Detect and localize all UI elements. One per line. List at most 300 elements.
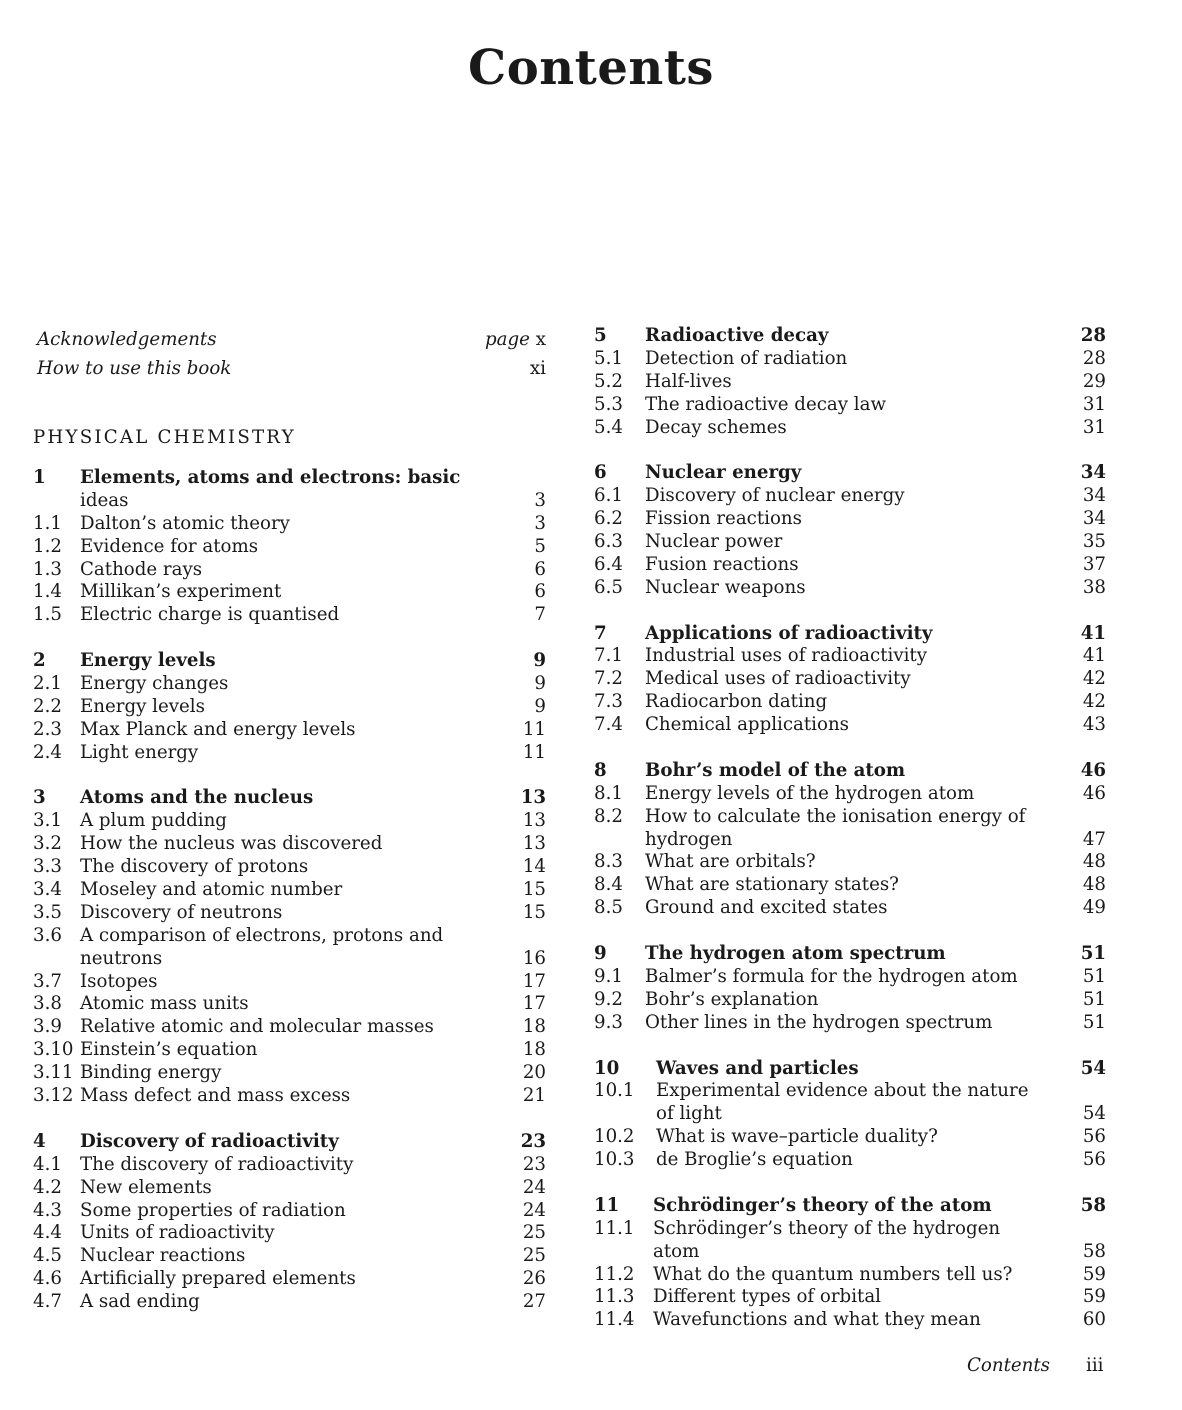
toc-title: Wavefunctions and what they mean [653, 1309, 981, 1331]
toc-page-number: 13 [520, 787, 546, 809]
toc-section-row[interactable] [594, 394, 1106, 417]
toc-title: Different types of orbital [653, 1286, 881, 1308]
toc-title: Schrödinger’s theory of the atom [653, 1194, 992, 1216]
toc-title: What is wave–particle duality? [656, 1126, 938, 1148]
toc-section-row[interactable] [33, 513, 546, 536]
toc-chapter-row[interactable] [33, 467, 546, 490]
toc-title: Applications of radioactivity [645, 622, 933, 644]
toc-number: 3.1 [33, 810, 62, 832]
toc-section-row[interactable] [33, 833, 546, 856]
toc-number: 11.2 [594, 1263, 635, 1285]
toc-number: 6.3 [594, 531, 623, 553]
toc-title: A sad ending [80, 1291, 200, 1313]
toc-title: Light energy [80, 741, 199, 763]
toc-section-row[interactable] [33, 696, 546, 719]
toc-title: Medical uses of radioactivity [645, 668, 911, 690]
toc-page-number: 38 [1082, 576, 1106, 598]
toc-number: 9 [594, 943, 607, 965]
toc-page-number: 46 [1082, 782, 1106, 804]
toc-chapter-row[interactable] [594, 325, 1106, 348]
toc-number: 3.9 [33, 1016, 62, 1038]
toc-section-row[interactable] [594, 1241, 1106, 1264]
toc-page-number: 11 [522, 741, 546, 763]
toc-page-number: 56 [1082, 1149, 1106, 1171]
toc-number: 3.6 [33, 924, 62, 946]
toc-number: 8.2 [594, 805, 623, 827]
toc-page-number: 41 [1080, 622, 1106, 644]
toc-section-row[interactable] [594, 1149, 1106, 1172]
toc-chapter-row[interactable] [594, 1058, 1106, 1081]
toc-chapter-row[interactable] [594, 760, 1106, 783]
toc-number: 7.1 [594, 645, 623, 667]
toc-number: 1.5 [33, 604, 62, 626]
toc-right-column [594, 325, 1106, 1332]
toc-section-row[interactable] [594, 829, 1106, 852]
toc-section-row[interactable] [33, 604, 546, 627]
toc-page-number: 9 [534, 673, 546, 695]
toc-title: Electric charge is quantised [80, 604, 340, 626]
toc-number: 7.4 [594, 714, 623, 736]
toc-number: 11.4 [594, 1309, 635, 1331]
spacer [33, 383, 546, 423]
toc-section-row[interactable] [33, 1268, 546, 1291]
toc-page-number: 23 [520, 1130, 546, 1152]
toc-section-row[interactable] [33, 559, 546, 582]
toc-title: Chemical applications [645, 714, 849, 736]
toc-number: 11.1 [594, 1217, 635, 1239]
toc-section-row[interactable] [33, 1154, 546, 1177]
front-matter-page: xi [529, 358, 546, 379]
toc-title: Binding energy [80, 1062, 222, 1084]
toc-number: 10 [594, 1057, 620, 1079]
toc-number: 3 [33, 787, 46, 809]
toc-title: Atoms and the nucleus [80, 787, 314, 809]
toc-section-row[interactable] [33, 1245, 546, 1268]
toc-section-row[interactable] [594, 531, 1106, 554]
toc-number: 2.3 [33, 718, 62, 740]
chapter-spacer [594, 600, 1106, 623]
toc-number: 3.8 [33, 993, 62, 1015]
toc-number: 3.2 [33, 833, 62, 855]
toc-page-number: 7 [534, 604, 546, 626]
toc-number: 7 [594, 622, 607, 644]
page-title: Contents [468, 40, 714, 96]
toc-number: 2.2 [33, 695, 62, 717]
toc-section-row[interactable] [33, 536, 546, 559]
toc-title: Discovery of neutrons [80, 901, 283, 923]
toc-number: 11.3 [594, 1286, 635, 1308]
toc-title: Fusion reactions [645, 553, 799, 575]
toc-page-number: 46 [1080, 759, 1106, 781]
toc-section-row[interactable] [594, 874, 1106, 897]
toc-number: 2.1 [33, 673, 62, 695]
toc-number: 7.2 [594, 668, 623, 690]
toc-page-number: 17 [522, 970, 546, 992]
toc-page-number: 24 [522, 1199, 546, 1221]
toc-number: 8.5 [594, 897, 623, 919]
toc-section-row[interactable] [594, 508, 1106, 531]
toc-number: 3.10 [33, 1039, 74, 1061]
toc-page-number: 54 [1082, 1103, 1106, 1125]
toc-page-number: 24 [522, 1176, 546, 1198]
toc-page-number: 27 [522, 1291, 546, 1313]
toc-page-number: 18 [522, 1016, 546, 1038]
toc-chapter-row[interactable] [594, 462, 1106, 485]
toc-page-number: 34 [1080, 462, 1106, 484]
toc-section-row[interactable] [33, 902, 546, 925]
toc-title: Cathode rays [80, 558, 203, 580]
toc-section-row[interactable] [594, 348, 1106, 371]
toc-title: Industrial uses of radioactivity [645, 645, 928, 667]
toc-page-number: 26 [522, 1268, 546, 1290]
toc-section-row[interactable] [33, 810, 546, 833]
toc-section-row[interactable] [33, 1085, 546, 1108]
toc-number: 6 [594, 462, 607, 484]
toc-title: The radioactive decay law [645, 393, 887, 415]
toc-title: A plum pudding [80, 810, 227, 832]
toc-page-number: 34 [1082, 485, 1106, 507]
toc-left-column [33, 325, 546, 1314]
toc-page-number: 41 [1082, 645, 1106, 667]
toc-page-number: 51 [1082, 965, 1106, 987]
toc-title: Decay schemes [645, 416, 787, 438]
toc-title: Half-lives [645, 370, 732, 392]
toc-title: What are orbitals? [645, 851, 816, 873]
toc-page-number: 47 [1082, 828, 1106, 850]
toc-title: Balmer’s formula for the hydrogen atom [645, 965, 1018, 987]
section-heading: PHYSICAL CHEMISTRY [33, 427, 296, 448]
toc-number: 6.5 [594, 576, 623, 598]
toc-page-number: 28 [1082, 347, 1106, 369]
toc-page-number: 51 [1082, 1011, 1106, 1033]
toc-section-row[interactable] [33, 1200, 546, 1223]
toc-page-number: 31 [1082, 416, 1106, 438]
toc-section-row[interactable] [33, 1291, 546, 1314]
toc-section-row[interactable] [594, 1309, 1106, 1332]
toc-page-number: 16 [522, 947, 546, 969]
chapter-spacer [33, 627, 546, 650]
toc-title: Bohr’s explanation [645, 988, 819, 1010]
toc-page-number: 48 [1082, 851, 1106, 873]
toc-list-right [594, 325, 1106, 1332]
toc-section-row[interactable] [33, 856, 546, 879]
toc-number: 5.2 [594, 370, 623, 392]
toc-section-row[interactable] [594, 1103, 1106, 1126]
toc-section-row[interactable] [594, 485, 1106, 508]
chapter-spacer [594, 737, 1106, 760]
toc-page-number: 58 [1082, 1240, 1106, 1262]
toc-number: 8.1 [594, 782, 623, 804]
chapter-spacer [594, 1172, 1106, 1195]
toc-section-row[interactable] [594, 1126, 1106, 1149]
toc-number: 3.3 [33, 856, 62, 878]
toc-title: Bohr’s model of the atom [645, 759, 906, 781]
toc-page-number: 17 [522, 993, 546, 1015]
toc-section-row[interactable] [594, 1012, 1106, 1035]
toc-title: What are stationary states? [645, 874, 899, 896]
toc-section-row[interactable] [594, 897, 1106, 920]
toc-number: 4.4 [33, 1222, 62, 1244]
front-matter-title: How to use this book [37, 358, 232, 379]
toc-title: Nuclear reactions [80, 1245, 246, 1267]
toc-page-number: 42 [1082, 691, 1106, 713]
toc-page-number: 25 [522, 1222, 546, 1244]
toc-title: Discovery of radioactivity [80, 1130, 339, 1152]
toc-section-row[interactable] [33, 1062, 546, 1085]
toc-title: hydrogen [645, 828, 733, 850]
toc-section-row[interactable] [33, 971, 546, 994]
toc-page-number: 20 [522, 1062, 546, 1084]
toc-page-number: 5 [534, 535, 546, 557]
toc-chapter-row[interactable] [33, 1131, 546, 1154]
toc-page-number: 15 [522, 901, 546, 923]
toc-title: Some properties of radiation [80, 1199, 346, 1221]
toc-number: 9.3 [594, 1011, 623, 1033]
toc-title: Other lines in the hydrogen spectrum [645, 1011, 993, 1033]
toc-title: The hydrogen atom spectrum [645, 943, 946, 965]
toc-page-number: 43 [1082, 714, 1106, 736]
toc-page-number: 59 [1082, 1263, 1106, 1285]
toc-number: 11 [594, 1194, 620, 1216]
toc-section-row[interactable] [594, 554, 1106, 577]
toc-section-row[interactable] [594, 966, 1106, 989]
toc-page-number: 13 [522, 833, 546, 855]
toc-title: How to calculate the ionisation energy of [645, 805, 1026, 827]
toc-page-number: 25 [522, 1245, 546, 1267]
toc-number: 6.4 [594, 553, 623, 575]
toc-number: 6.1 [594, 485, 623, 507]
toc-number: 2 [33, 650, 46, 672]
toc-title: de Broglie’s equation [656, 1149, 853, 1171]
toc-number: 2.4 [33, 741, 62, 763]
toc-title: Fission reactions [645, 508, 802, 530]
toc-title: Elements, atoms and electrons: basic [80, 467, 461, 488]
toc-number: 5.3 [594, 393, 623, 415]
toc-number: 5 [594, 325, 607, 346]
toc-section-row[interactable] [33, 948, 546, 971]
toc-number: 10.1 [594, 1080, 635, 1102]
toc-number: 1.1 [33, 512, 62, 534]
toc-title: Ground and excited states [645, 897, 888, 919]
toc-section-row[interactable] [594, 1080, 1106, 1103]
toc-title: Isotopes [80, 970, 158, 992]
toc-page-number: 60 [1082, 1309, 1106, 1331]
chapter-spacer [594, 439, 1106, 462]
toc-section-row[interactable] [594, 783, 1106, 806]
toc-page-number: 48 [1082, 874, 1106, 896]
toc-number: 4.7 [33, 1291, 62, 1313]
toc-section-row[interactable] [33, 719, 546, 742]
toc-title: Dalton’s atomic theory [80, 512, 290, 534]
toc-section-row[interactable] [594, 577, 1106, 600]
toc-title: Nuclear weapons [645, 576, 806, 598]
toc-number: 8.3 [594, 851, 623, 873]
toc-page-number: 34 [1082, 508, 1106, 530]
toc-page-number: 58 [1080, 1194, 1106, 1216]
toc-section-row[interactable] [594, 1286, 1106, 1309]
toc-section-row[interactable] [594, 851, 1106, 874]
toc-page-number: 23 [522, 1153, 546, 1175]
toc-page-number: 37 [1082, 553, 1106, 575]
toc-page-number: 28 [1080, 325, 1106, 346]
toc-title: What do the quantum numbers tell us? [653, 1263, 1013, 1285]
toc-title: Nuclear energy [645, 462, 802, 484]
toc-number: 3.12 [33, 1085, 74, 1107]
toc-number: 1.2 [33, 535, 62, 557]
toc-section-row[interactable] [33, 925, 546, 948]
toc-page-number: 13 [522, 810, 546, 832]
toc-page-number: 3 [534, 489, 546, 511]
spacer [33, 453, 546, 467]
toc-number: 5.4 [594, 416, 623, 438]
toc-title: The discovery of radioactivity [80, 1153, 354, 1175]
toc-number: 1.4 [33, 581, 62, 603]
toc-section-row[interactable] [33, 581, 546, 604]
toc-section-row[interactable] [594, 417, 1106, 440]
toc-page-number: 11 [522, 718, 546, 740]
toc-list-left [33, 467, 546, 1314]
toc-page-number: 14 [522, 856, 546, 878]
toc-section-row[interactable] [33, 1016, 546, 1039]
toc-title: Millikan’s experiment [80, 581, 282, 603]
toc-page-number: 9 [534, 695, 546, 717]
toc-title: of light [656, 1103, 722, 1125]
toc-page-number: 54 [1080, 1057, 1106, 1079]
toc-number: 4.1 [33, 1153, 62, 1175]
toc-page-number: 6 [534, 581, 546, 603]
toc-title: Moseley and atomic number [80, 879, 343, 901]
toc-page-number: 6 [534, 558, 546, 580]
toc-title: Experimental evidence about the nature [656, 1080, 1029, 1102]
toc-section-row[interactable] [33, 1177, 546, 1200]
toc-title: Energy levels of the hydrogen atom [645, 782, 975, 804]
toc-title: How the nucleus was discovered [80, 833, 383, 855]
front-matter-title: Acknowledgements [37, 329, 217, 350]
toc-page-number: 51 [1080, 943, 1106, 965]
toc-title: Atomic mass units [80, 993, 249, 1015]
toc-section-row[interactable] [33, 1222, 546, 1245]
toc-number: 3.5 [33, 901, 62, 923]
toc-section-row[interactable] [594, 989, 1106, 1012]
toc-number: 9.2 [594, 988, 623, 1010]
toc-page-number: 56 [1082, 1126, 1106, 1148]
toc-title: Einstein’s equation [80, 1039, 258, 1061]
toc-title: Relative atomic and molecular masses [80, 1016, 434, 1038]
toc-page-number: 59 [1082, 1286, 1106, 1308]
toc-section-row[interactable] [594, 1218, 1106, 1241]
front-matter-page [485, 325, 546, 354]
front-matter-item[interactable] [33, 325, 546, 354]
toc-page-number: 15 [522, 879, 546, 901]
toc-number: 8 [594, 759, 607, 781]
toc-title: Schrödinger’s theory of the hydrogen [653, 1217, 1001, 1239]
toc-page-number: 42 [1082, 668, 1106, 690]
toc-title: Radiocarbon dating [645, 691, 828, 713]
toc-section-row[interactable] [594, 668, 1106, 691]
toc-title: Energy levels [80, 695, 205, 717]
chapter-spacer [594, 1035, 1106, 1058]
toc-number: 4 [33, 1130, 46, 1152]
toc-section-row[interactable] [33, 993, 546, 1016]
toc-number: 6.2 [594, 508, 623, 530]
toc-number: 8.4 [594, 874, 623, 896]
toc-title: A comparison of electrons, protons and [80, 924, 444, 946]
toc-section-row[interactable] [33, 879, 546, 902]
toc-page-number: 9 [533, 650, 546, 672]
toc-title: Nuclear power [645, 531, 783, 553]
toc-section-row[interactable] [594, 1264, 1106, 1287]
toc-section-row[interactable] [594, 691, 1106, 714]
toc-number: 10.3 [594, 1149, 635, 1171]
toc-section-row[interactable] [594, 714, 1106, 737]
toc-number: 4.6 [33, 1268, 62, 1290]
toc-title: Waves and particles [656, 1057, 859, 1079]
toc-page-number: 18 [522, 1039, 546, 1061]
toc-page-number: 3 [534, 512, 546, 534]
toc-chapter-row[interactable] [594, 1195, 1106, 1218]
toc-title: Discovery of nuclear energy [645, 485, 905, 507]
toc-title: Max Planck and energy levels [80, 718, 356, 740]
toc-number: 5.1 [594, 347, 623, 369]
toc-title: Energy changes [80, 673, 229, 695]
toc-number: 10.2 [594, 1126, 635, 1148]
toc-section-row[interactable] [594, 645, 1106, 668]
toc-number: 3.4 [33, 879, 62, 901]
toc-section-row[interactable] [594, 371, 1106, 394]
toc-page-number: 35 [1082, 531, 1106, 553]
toc-section-row[interactable] [33, 742, 546, 765]
toc-number: 4.2 [33, 1176, 62, 1198]
page-prefix: page [485, 329, 530, 350]
chapter-spacer [33, 765, 546, 788]
toc-number: 1 [33, 467, 46, 488]
footer-page-number: iii [1086, 1355, 1104, 1376]
toc-section-row[interactable] [33, 1039, 546, 1062]
toc-page-number: 29 [1082, 370, 1106, 392]
toc-title: The discovery of protons [80, 856, 309, 878]
toc-section-row[interactable] [594, 806, 1106, 829]
toc-title: atom [653, 1240, 700, 1262]
toc-title: Evidence for atoms [80, 535, 259, 557]
toc-page-number: 49 [1082, 897, 1106, 919]
toc-page-number: 21 [522, 1085, 546, 1107]
toc-title: New elements [80, 1176, 212, 1198]
front-matter-item[interactable] [33, 354, 546, 383]
toc-title: Detection of radiation [645, 347, 848, 369]
toc-chapter-row[interactable] [33, 650, 546, 673]
toc-number: 3.7 [33, 970, 62, 992]
toc-page-number: 31 [1082, 393, 1106, 415]
toc-chapter-row[interactable] [594, 623, 1106, 646]
toc-chapter-row[interactable] [594, 943, 1106, 966]
toc-number: 7.3 [594, 691, 623, 713]
toc-number: 3.11 [33, 1062, 74, 1084]
toc-section-row[interactable] [33, 490, 546, 513]
toc-number: 4.5 [33, 1245, 62, 1267]
chapter-spacer [594, 920, 1106, 943]
toc-title: ideas [80, 489, 129, 511]
toc-chapter-row[interactable] [33, 787, 546, 810]
toc-section-row[interactable] [33, 673, 546, 696]
footer-label: Contents [967, 1355, 1051, 1376]
toc-page-number: 51 [1082, 988, 1106, 1010]
toc-title: Units of radioactivity [80, 1222, 275, 1244]
toc-title: Energy levels [80, 650, 216, 672]
toc-number: 4.3 [33, 1199, 62, 1221]
toc-number: 1.3 [33, 558, 62, 580]
toc-title: neutrons [80, 947, 163, 969]
toc-title: Radioactive decay [645, 325, 829, 346]
